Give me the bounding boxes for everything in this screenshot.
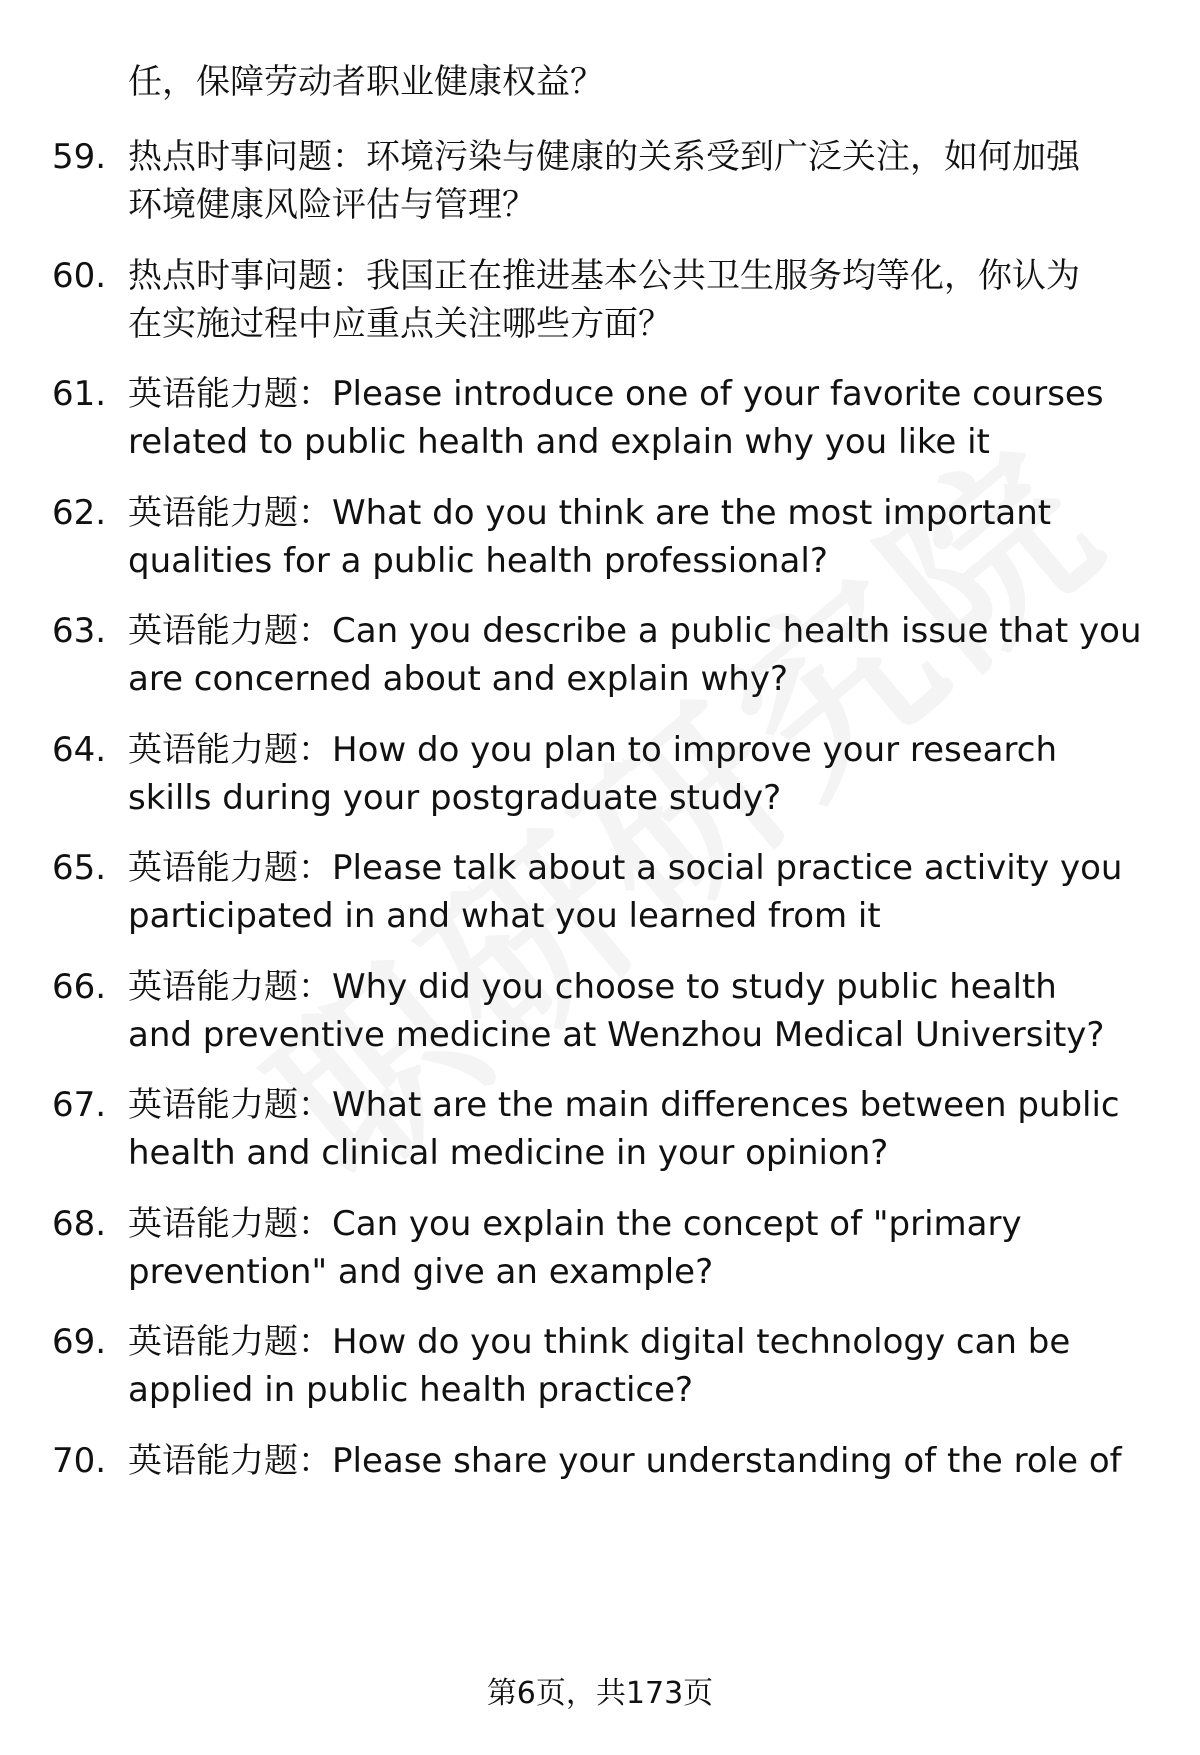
question-line: 英语能力题：Please talk about a social practice activity you — [128, 848, 1123, 888]
question-line: 英语能力题：How do you plan to improve your research — [128, 730, 1057, 770]
question-line: and preventive medicine at Wenzhou Medical University? — [128, 1015, 1105, 1055]
question-line: 英语能力题：How do you think digital technology can be — [128, 1322, 1071, 1362]
question-text — [128, 963, 1200, 1059]
question-number: 60. — [52, 256, 107, 296]
question-line: 热点时事问题：我国正在推进基本公共卫生服务均等化，你认为 — [128, 256, 1080, 296]
question-line: 环境健康风险评估与管理？ — [128, 185, 536, 225]
question-number: 69. — [52, 1322, 107, 1362]
question-line: 英语能力题：What are the main differences between public — [128, 1085, 1120, 1125]
question-text — [128, 1081, 1200, 1177]
question-number: 70. — [52, 1441, 107, 1481]
question-number: 61. — [52, 374, 107, 414]
question-text — [128, 252, 1200, 348]
question-text — [128, 726, 1200, 822]
question-number: 68. — [52, 1204, 107, 1244]
question-line: 在实施过程中应重点关注哪些方面？ — [128, 304, 672, 344]
question-number: 66. — [52, 967, 107, 1007]
question-line: 英语能力题：Can you explain the concept of "primary — [128, 1204, 1022, 1244]
question-number: 63. — [52, 611, 107, 651]
question-number: 62. — [52, 493, 107, 533]
page-footer: 第6页，共173页 — [486, 1676, 714, 1711]
question-line: related to public health and explain why you like it — [128, 422, 990, 462]
question-text — [128, 844, 1200, 940]
question-line: prevention" and give an example? — [128, 1252, 714, 1292]
question-line: 英语能力题：Please share your understanding of the role of — [128, 1441, 1122, 1481]
question-line: 英语能力题：Can you describe a public health issue that you — [128, 611, 1142, 651]
question-continuation: 任，保障劳动者职业健康权益？ — [128, 62, 604, 102]
question-text — [128, 607, 1200, 703]
question-line: health and clinical medicine in your opinion? — [128, 1133, 889, 1173]
question-line: qualities for a public health professional? — [128, 541, 828, 581]
question-line: 英语能力题：Why did you choose to study public health — [128, 967, 1057, 1007]
question-line: 热点时事问题：环境污染与健康的关系受到广泛关注，如何加强 — [128, 137, 1080, 177]
question-number: 59. — [52, 137, 107, 177]
question-text — [128, 1200, 1200, 1296]
question-text — [128, 489, 1200, 585]
question-line: skills during your postgraduate study? — [128, 778, 782, 818]
question-number: 64. — [52, 730, 107, 770]
question-text — [128, 370, 1200, 466]
question-text — [128, 1318, 1200, 1414]
question-line: applied in public health practice? — [128, 1370, 694, 1410]
question-text — [128, 133, 1200, 229]
question-text — [128, 1437, 1200, 1485]
question-line: 英语能力题：Please introduce one of your favorite courses — [128, 374, 1104, 414]
question-line: participated in and what you learned from it — [128, 896, 881, 936]
question-number: 65. — [52, 848, 107, 888]
question-number: 67. — [52, 1085, 107, 1125]
question-line: 英语能力题：What do you think are the most important — [128, 493, 1052, 533]
question-line: are concerned about and explain why? — [128, 659, 788, 699]
